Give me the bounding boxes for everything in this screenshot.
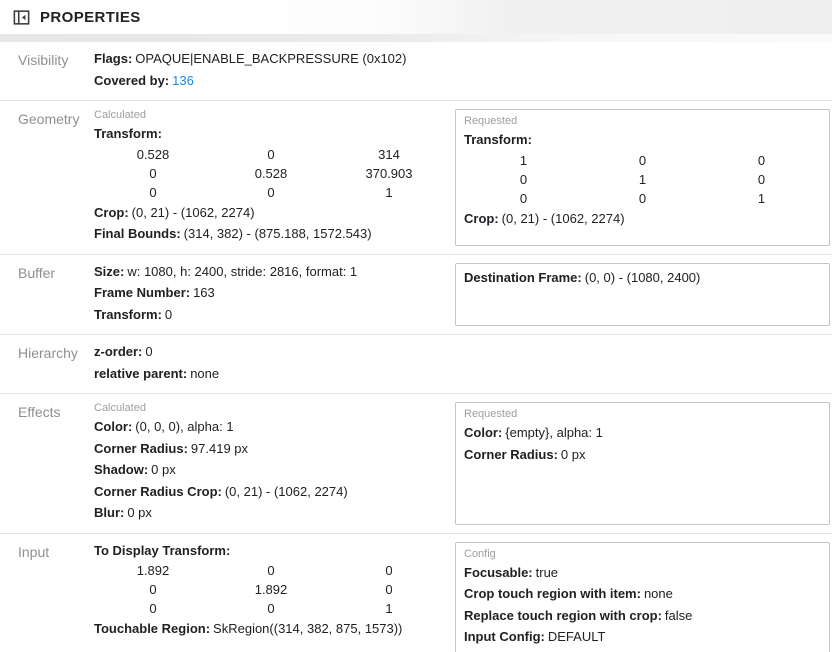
section-label-input: Input — [18, 543, 50, 560]
property-row-input-config: Input Config: DEFAULT — [464, 629, 606, 644]
property-row-touchable-region: Touchable Region: SkRegion((314, 382, 875, 1573)) — [94, 621, 403, 636]
property-row-color: Color: (0, 0, 0), alpha: 1 — [94, 419, 234, 434]
property-row-replace-touch-region: Replace touch region with crop: false — [464, 607, 693, 623]
calculated-group-label: Calculated — [94, 402, 146, 414]
property-row-flags: Flags: OPAQUE|ENABLE_BACKPRESSURE (0x102) — [94, 51, 407, 66]
property-row-color: Color: {empty}, alpha: 1 — [464, 425, 603, 440]
section-geometry — [0, 101, 832, 255]
panel-title: PROPERTIES — [40, 8, 141, 26]
property-row-crop-touch-region: Crop touch region with item: none — [464, 586, 673, 601]
requested-buffer-box — [455, 263, 830, 327]
property-row-relative-parent: relative parent: none — [94, 365, 220, 381]
section-label-hierarchy: Hierarchy — [18, 345, 78, 361]
property-row-corner-radius: Corner Radius: 97.419 px — [94, 440, 249, 456]
requested-effects-box — [455, 402, 830, 525]
hierarchy-right-spacer — [455, 335, 832, 393]
to-display-transform-matrix: 1.892 0 0 0 1.892 0 0 0 1 — [136, 563, 393, 616]
property-row-z-order: z-order: 0 — [94, 344, 153, 359]
section-label-visibility: Visibility — [18, 52, 69, 68]
property-row-buffer-transform: Transform: 0 — [94, 306, 173, 322]
section-label-effects: Effects — [18, 404, 61, 420]
property-row-corner-radius: Corner Radius: 0 px — [464, 446, 586, 462]
property-row-corner-radius-crop: Corner Radius Crop: (0, 21) - (1062, 2274) — [94, 483, 348, 499]
property-row-transform: Transform: — [94, 126, 162, 141]
properties-panel-header — [0, 0, 832, 34]
property-row-blur: Blur: 0 px — [94, 505, 152, 520]
calculated-transform-matrix: 0.528 0 314 0 0.528 370.903 0 0 1 — [136, 146, 413, 200]
section-label-buffer: Buffer — [18, 264, 56, 281]
section-label-geometry: Geometry — [18, 111, 80, 127]
section-effects — [0, 394, 832, 534]
property-row-covered-by: Covered by: 136 — [94, 72, 194, 88]
property-row-frame-number: Frame Number: 163 — [94, 285, 215, 300]
section-hierarchy — [0, 335, 832, 394]
property-row-size: Size: w: 1080, h: 2400, stride: 2816, format: 1 — [94, 263, 358, 279]
requested-transform-matrix: 1 0 0 0 1 0 0 0 1 — [519, 152, 766, 206]
property-row-crop: Crop: (0, 21) - (1062, 2274) — [94, 204, 255, 220]
requested-group-label: Requested — [464, 115, 518, 127]
section-input — [0, 534, 832, 652]
header-divider-strip — [0, 34, 832, 42]
requested-group-label: Requested — [464, 408, 518, 420]
covered-by-link[interactable]: 136 — [172, 72, 194, 88]
property-row-crop: Crop: (0, 21) - (1062, 2274) — [464, 210, 625, 226]
collapse-panel-icon-svg — [12, 8, 31, 27]
calculated-group-label: Calculated — [94, 109, 146, 121]
property-row-to-display-transform: To Display Transform: — [94, 542, 231, 558]
section-buffer — [0, 255, 832, 336]
collapse-panel-icon[interactable] — [12, 8, 31, 27]
visibility-right-spacer — [455, 42, 832, 100]
property-row-destination-frame: Destination Frame: (0, 0) - (1080, 2400) — [464, 269, 701, 285]
property-row-shadow: Shadow: 0 px — [94, 462, 176, 477]
config-group-label: Config — [464, 547, 496, 560]
input-config-box — [455, 542, 830, 652]
property-row-final-bounds: Final Bounds: (314, 382) - (875.188, 1572.543) — [94, 226, 372, 241]
section-visibility — [0, 42, 832, 101]
requested-geometry-box — [455, 109, 830, 246]
property-row-transform: Transform: — [464, 132, 532, 147]
property-row-focusable: Focusable: true — [464, 564, 559, 580]
